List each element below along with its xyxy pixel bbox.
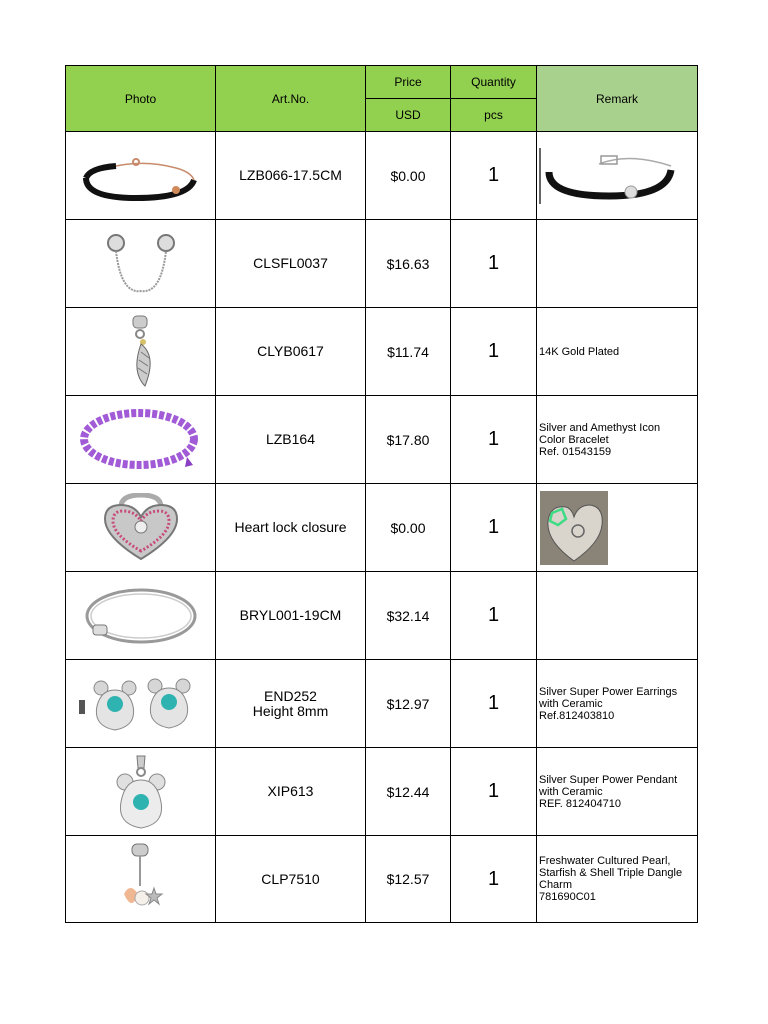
remark-cell [537, 748, 698, 836]
photo-cell [66, 220, 216, 308]
price-cell: $12.57 [366, 836, 451, 923]
art-cell: LZB066-17.5CM [216, 132, 366, 220]
table-row [66, 484, 698, 572]
art-cell: Heart lock closure [216, 484, 366, 572]
remark-line: with Ceramic [539, 785, 603, 798]
remark-line: REF. 812404710 [539, 797, 621, 810]
price-cell: $16.63 [366, 220, 451, 308]
remark-line: with Ceramic [539, 697, 603, 710]
qty-cell: 1 [451, 748, 537, 836]
black-leather-bracelet-icon [76, 146, 206, 206]
photo-cell [66, 484, 216, 572]
remark-line: Ref.812403810 [539, 709, 615, 722]
price-cell: $12.97 [366, 660, 451, 748]
table-row [66, 572, 698, 660]
photo-cell [66, 132, 216, 220]
qty-cell: 1 [451, 572, 537, 660]
remark-cell [537, 396, 698, 484]
price-cell: $17.80 [366, 396, 451, 484]
table-row [66, 308, 698, 396]
photo-cell [66, 748, 216, 836]
remark-cell [537, 308, 698, 396]
remark-line: Color Bracelet [539, 433, 609, 446]
art-cell: XIP613 [216, 748, 366, 836]
remark-line: Silver Super Power Pendant [539, 773, 678, 786]
art-cell: CLP7510 [216, 836, 366, 923]
art-cell: LZB164 [216, 396, 366, 484]
amethyst-bracelet-icon [79, 405, 203, 475]
header-artno: Art.No. [216, 66, 366, 132]
remark-cell [537, 836, 698, 923]
qty-cell: 1 [451, 836, 537, 923]
art-cell: CLSFL0037 [216, 220, 366, 308]
header-price-unit: USD [366, 99, 451, 132]
remark-line: Silver Super Power Earrings [539, 685, 678, 698]
table-row [66, 396, 698, 484]
qty-cell: 1 [451, 396, 537, 484]
price-cell: $12.44 [366, 748, 451, 836]
remark-cell [537, 572, 698, 660]
bear-pendant-icon [111, 754, 171, 830]
remark-line: 781690C01 [539, 891, 596, 903]
header-remark: Remark [537, 66, 698, 132]
header-quantity-unit: pcs [451, 99, 537, 132]
remark-line: Silver and Amethyst Icon [539, 421, 661, 434]
product-table [65, 65, 698, 923]
black-bracelet-photo-icon [539, 146, 679, 206]
qty-cell: 1 [451, 132, 537, 220]
remark-cell [537, 484, 698, 572]
table-row [66, 748, 698, 836]
safety-chain-icon [101, 229, 181, 299]
table-row [66, 660, 698, 748]
bear-earrings-icon [79, 674, 203, 734]
price-cell: $11.74 [366, 308, 451, 396]
header-quantity: Quantity [451, 66, 537, 99]
price-cell: $32.14 [366, 572, 451, 660]
qty-cell: 1 [451, 484, 537, 572]
art-cell: CLYB0617 [216, 308, 366, 396]
photo-cell [66, 396, 216, 484]
table-row [66, 220, 698, 308]
remark-line: Freshwater Cultured Pearl, [539, 855, 671, 867]
qty-cell: 1 [451, 308, 537, 396]
remark-line: Ref. 01543159 [539, 445, 612, 458]
photo-cell [66, 308, 216, 396]
photo-cell [66, 660, 216, 748]
remark-line: 14K Gold Plated [539, 345, 620, 358]
heart-lock-closeup-icon [540, 491, 608, 565]
qty-cell: 1 [451, 660, 537, 748]
remark-cell [537, 220, 698, 308]
photo-cell [66, 836, 216, 923]
remark-cell [537, 660, 698, 748]
price-cell: $0.00 [366, 484, 451, 572]
triple-dangle-charm-icon [116, 842, 166, 916]
wing-charm-icon [121, 314, 161, 390]
heart-lock-icon [101, 493, 181, 563]
remark-line: Starfish & Shell Triple Dangle [539, 867, 683, 879]
remark-cell [537, 132, 698, 220]
header-photo: Photo [66, 66, 216, 132]
table-row [66, 836, 698, 923]
art-cell: END252 Height 8mm [216, 660, 366, 748]
qty-cell: 1 [451, 220, 537, 308]
art-cell: BRYL001-19CM [216, 572, 366, 660]
remark-line: Charm [539, 879, 573, 891]
silver-bangle-icon [81, 583, 201, 649]
table-row [66, 132, 698, 220]
header-price: Price [366, 66, 451, 99]
photo-cell [66, 572, 216, 660]
price-cell: $0.00 [366, 132, 451, 220]
